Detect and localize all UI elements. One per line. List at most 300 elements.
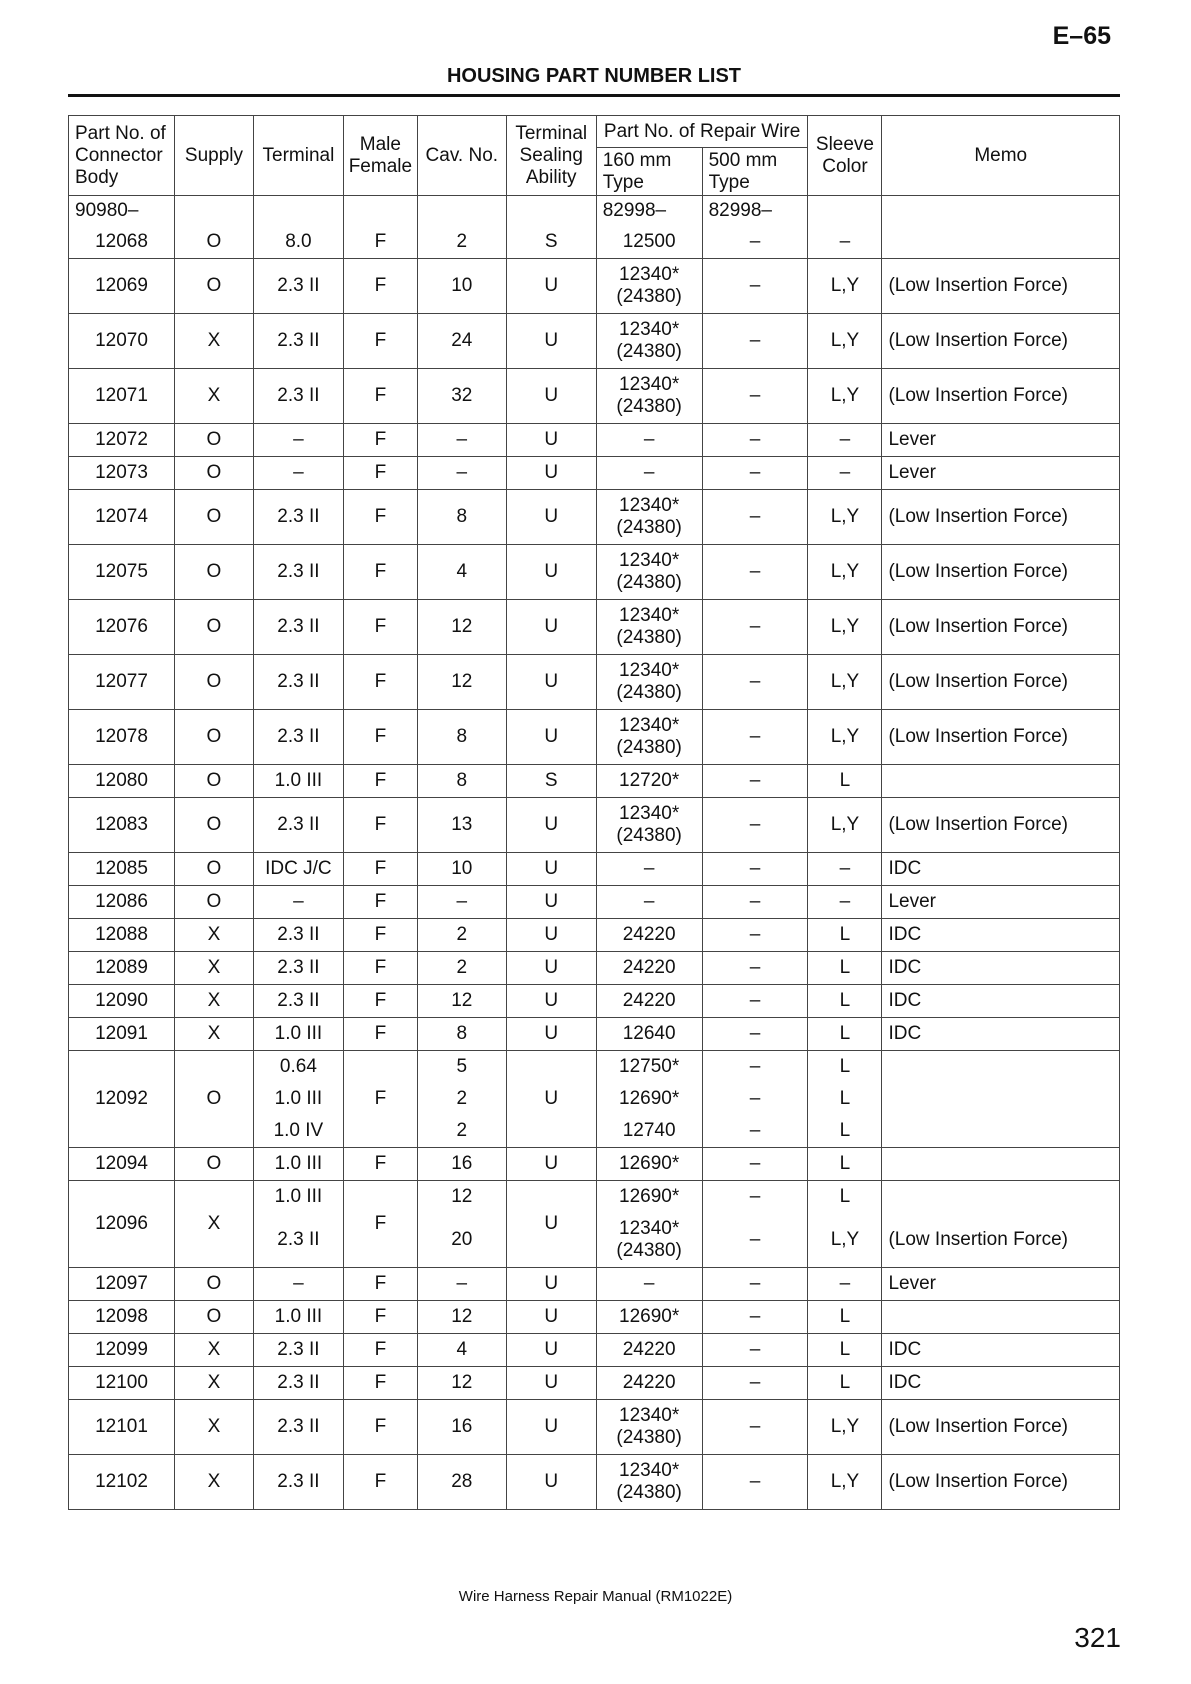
- cell-sleeve-line: L: [839, 1120, 851, 1141]
- cell-part-no: 12070: [69, 314, 175, 369]
- cell-memo: IDC: [882, 853, 1120, 886]
- cell-sealing: U: [506, 655, 596, 710]
- cell-sealing: U: [506, 369, 596, 424]
- cell-cav-no: 24: [417, 314, 506, 369]
- col-part-no: Part No. of Connector Body: [69, 116, 175, 196]
- cell-sleeve: L: [808, 1148, 882, 1181]
- cell-memo: [882, 1301, 1120, 1334]
- cell-repair-160: 12340* (24380): [596, 1455, 702, 1510]
- cell-cav-no: 4: [417, 545, 506, 600]
- table-row: [69, 952, 1120, 985]
- cell-repair-500: –: [702, 1400, 808, 1455]
- cell-part-no: 12088: [69, 919, 175, 952]
- cell-sleeve: L,Y: [808, 600, 882, 655]
- table-row: [69, 369, 1120, 424]
- cell-cav-no: 8: [417, 710, 506, 765]
- cell-part-no: 12075: [69, 545, 175, 600]
- cell-sleeve-line: L: [839, 1056, 851, 1077]
- cell-repair-160: 24220: [596, 1334, 702, 1367]
- cell-part-no: 12092: [69, 1051, 175, 1148]
- cell-repair-500: –: [702, 919, 808, 952]
- cell-terminal: 2.3 II: [253, 1455, 343, 1510]
- cell-sleeve: –: [808, 886, 882, 919]
- cell-supply: O: [174, 710, 253, 765]
- cell-repair-160: 12340* (24380): [596, 314, 702, 369]
- title-rule: [68, 94, 1120, 97]
- cell-part-no: 12098: [69, 1301, 175, 1334]
- cell-sealing: U: [506, 600, 596, 655]
- cell-repair-500: –: [702, 952, 808, 985]
- cell-male-female: F: [343, 765, 417, 798]
- cell-terminal: 2.3 II: [253, 545, 343, 600]
- cell-repair-160: 12340* (24380): [596, 710, 702, 765]
- col-sealing: Terminal Sealing Ability: [506, 116, 596, 196]
- cell-part-no: 12080: [69, 765, 175, 798]
- cell-supply: X: [174, 1455, 253, 1510]
- cell-cav-no-line: 2: [456, 1088, 468, 1109]
- cell-supply: O: [174, 600, 253, 655]
- cell-terminal: IDC J/C: [253, 853, 343, 886]
- cell-supply: X: [174, 952, 253, 985]
- cell-supply: X: [174, 1400, 253, 1455]
- cell-cav-no: 12: [417, 1301, 506, 1334]
- cell-terminal: 1.0 III: [253, 1018, 343, 1051]
- cell-cav-no: 8: [417, 490, 506, 545]
- cell-sleeve: L: [808, 1367, 882, 1400]
- cell-sleeve: L,Y: [808, 314, 882, 369]
- table-row: [69, 1181, 1120, 1268]
- cell-memo: (Low Insertion Force): [882, 798, 1120, 853]
- cell-male-female: F: [343, 1400, 417, 1455]
- cell-cav-no: –: [417, 1268, 506, 1301]
- cell-male-female: F: [343, 1148, 417, 1181]
- cell-terminal-line: 1.0 III: [274, 1088, 323, 1109]
- cell-male-female: F: [343, 226, 417, 259]
- table-row: [69, 1018, 1120, 1051]
- cell-male-female: F: [343, 424, 417, 457]
- cell-cav-no: 12: [417, 655, 506, 710]
- cell-repair-500-line: –: [749, 1120, 761, 1141]
- cell-terminal-line: 0.64: [279, 1056, 317, 1077]
- cell-supply: O: [174, 1268, 253, 1301]
- cell-memo-line: [882, 1051, 1119, 1083]
- cell-sealing: U: [506, 1334, 596, 1367]
- cell-repair-160: –: [596, 1268, 702, 1301]
- cell-repair-160: 12340* (24380): [596, 369, 702, 424]
- cell-cav-no: 8: [417, 1018, 506, 1051]
- cell-repair-500: –: [702, 424, 808, 457]
- table-row: [69, 1301, 1120, 1334]
- cell-repair-500: –: [702, 226, 808, 259]
- cell-terminal: 2.3 II: [253, 1367, 343, 1400]
- cell-memo: Lever: [882, 1268, 1120, 1301]
- cell-repair-160-line: 12750*: [619, 1056, 680, 1077]
- table-row: [69, 765, 1120, 798]
- cell-sleeve: –: [808, 853, 882, 886]
- cell-cav-no: [417, 1051, 506, 1148]
- cell-part-no: 12068: [69, 226, 175, 259]
- cell-terminal: 2.3 II: [253, 600, 343, 655]
- cell-repair-500: –: [702, 798, 808, 853]
- cell-terminal: 2.3 II: [253, 710, 343, 765]
- cell-male-female: F: [343, 886, 417, 919]
- col-male-female: Male Female: [343, 116, 417, 196]
- cell-sealing: U: [506, 490, 596, 545]
- cell-memo: IDC: [882, 1334, 1120, 1367]
- cell-repair-500: –: [702, 1301, 808, 1334]
- cell-repair-160: 24220: [596, 1367, 702, 1400]
- cell-sleeve: L: [808, 1018, 882, 1051]
- cell-cav-no: 8: [417, 765, 506, 798]
- cell-sealing: U: [506, 545, 596, 600]
- cell-sealing: U: [506, 919, 596, 952]
- cell-repair-160: 12340* (24380): [596, 655, 702, 710]
- cell-cav-no: 16: [417, 1400, 506, 1455]
- cell-terminal: –: [253, 457, 343, 490]
- cell-cav-no: 2: [417, 226, 506, 259]
- col-terminal: Terminal: [253, 116, 343, 196]
- cell-supply: O: [174, 853, 253, 886]
- cell-sealing: U: [506, 1367, 596, 1400]
- cell-terminal: 2.3 II: [253, 952, 343, 985]
- cell-memo: [882, 1051, 1120, 1148]
- cell-sleeve: L,Y: [808, 1455, 882, 1510]
- cell-repair-500: –: [702, 1455, 808, 1510]
- cell-terminal: 2.3 II: [253, 314, 343, 369]
- cell-terminal: 2.3 II: [253, 919, 343, 952]
- cell-sealing: U: [506, 710, 596, 765]
- cell-repair-500: –: [702, 886, 808, 919]
- col-cav-no: Cav. No.: [417, 116, 506, 196]
- cell-terminal: 1.0 III: [253, 1301, 343, 1334]
- cell-male-female: F: [343, 1018, 417, 1051]
- cell-sealing: U: [506, 886, 596, 919]
- cell-sleeve: –: [808, 1268, 882, 1301]
- cell-terminal-line: 2.3 II: [277, 1229, 320, 1250]
- cell-repair-500: –: [702, 490, 808, 545]
- cell-cav-no: 13: [417, 798, 506, 853]
- cell-terminal: 1.0 III: [253, 765, 343, 798]
- cell-repair-500: –: [702, 1018, 808, 1051]
- cell-repair-500: –: [702, 985, 808, 1018]
- cell-part-no: 12069: [69, 259, 175, 314]
- cell-memo: IDC: [882, 1367, 1120, 1400]
- table-row: [69, 545, 1120, 600]
- cell-repair-160: 24220: [596, 919, 702, 952]
- col-supply: Supply: [174, 116, 253, 196]
- cell-sleeve: [808, 1181, 882, 1268]
- cell-repair-160: [596, 1181, 702, 1268]
- cell-terminal: –: [253, 1268, 343, 1301]
- cell-repair-160-line: 12740: [622, 1120, 676, 1141]
- cell-memo: (Low Insertion Force): [882, 655, 1120, 710]
- cell-cav-no-line: 20: [451, 1229, 473, 1250]
- cell-supply: X: [174, 1181, 253, 1268]
- cell-cav-no: 28: [417, 1455, 506, 1510]
- cell-sleeve: L: [808, 765, 882, 798]
- cell-male-female: F: [343, 952, 417, 985]
- cell-terminal-line: 1.0 IV: [273, 1120, 324, 1141]
- cell-sleeve: L: [808, 952, 882, 985]
- cell-terminal: 2.3 II: [253, 490, 343, 545]
- cell-male-female: F: [343, 490, 417, 545]
- cell-sealing: U: [506, 853, 596, 886]
- cell-memo: IDC: [882, 1018, 1120, 1051]
- cell-supply: X: [174, 1334, 253, 1367]
- cell-part-no: 12089: [69, 952, 175, 985]
- cell-terminal: 2.3 II: [253, 1400, 343, 1455]
- cell-part-no: 12097: [69, 1268, 175, 1301]
- cell-memo: (Low Insertion Force): [882, 1455, 1120, 1510]
- table-row: [69, 1148, 1120, 1181]
- housing-part-table: [68, 115, 1120, 1510]
- cell-sleeve: L: [808, 985, 882, 1018]
- cell-repair-160: 12690*: [596, 1148, 702, 1181]
- table-row: [69, 457, 1120, 490]
- cell-sealing: U: [506, 259, 596, 314]
- cell-part-no: 12076: [69, 600, 175, 655]
- cell-terminal: 2.3 II: [253, 655, 343, 710]
- cell-part-no: 12086: [69, 886, 175, 919]
- cell-terminal: –: [253, 424, 343, 457]
- cell-male-female: F: [343, 1334, 417, 1367]
- cell-male-female: F: [343, 853, 417, 886]
- cell-memo: (Low Insertion Force): [882, 545, 1120, 600]
- cell-sleeve: L,Y: [808, 710, 882, 765]
- cell-sealing: U: [506, 952, 596, 985]
- cell-supply: O: [174, 798, 253, 853]
- cell-memo: [882, 226, 1120, 259]
- cell-repair-160-line: 12690*: [619, 1088, 680, 1109]
- cell-cav-no: 4: [417, 1334, 506, 1367]
- cell-part-no: 12091: [69, 1018, 175, 1051]
- cell-memo: [882, 1181, 1120, 1268]
- col-memo: Memo: [882, 116, 1120, 196]
- cell-memo: IDC: [882, 919, 1120, 952]
- cell-sleeve: –: [808, 457, 882, 490]
- cell-sleeve: L,Y: [808, 545, 882, 600]
- cell-supply: O: [174, 1148, 253, 1181]
- cell-male-female: F: [343, 1301, 417, 1334]
- cell-sealing: U: [506, 1301, 596, 1334]
- cell-sealing: U: [506, 1051, 596, 1148]
- table-row: [69, 1268, 1120, 1301]
- cell-memo: Lever: [882, 457, 1120, 490]
- cell-sealing: S: [506, 226, 596, 259]
- cell-sleeve-line: L,Y: [830, 1229, 860, 1250]
- cell-supply: X: [174, 314, 253, 369]
- cell-sleeve: L,Y: [808, 259, 882, 314]
- cell-sealing: U: [506, 1455, 596, 1510]
- cell-repair-500-line: –: [749, 1088, 761, 1109]
- cell-supply: O: [174, 886, 253, 919]
- cell-part-no: 12100: [69, 1367, 175, 1400]
- table-row: [69, 600, 1120, 655]
- col-500mm: 500 mm Type: [702, 148, 808, 196]
- cell-repair-500: –: [702, 1334, 808, 1367]
- cell-repair-160: –: [596, 886, 702, 919]
- cell-memo-line: [882, 1083, 1119, 1115]
- cell-part-no: 12090: [69, 985, 175, 1018]
- cell-memo: (Low Insertion Force): [882, 600, 1120, 655]
- cell-memo: (Low Insertion Force): [882, 1400, 1120, 1455]
- table-row: [69, 853, 1120, 886]
- table-row: [69, 710, 1120, 765]
- cell-repair-500: [702, 1051, 808, 1148]
- cell-repair-500: –: [702, 710, 808, 765]
- cell-memo: Lever: [882, 886, 1120, 919]
- cell-supply: O: [174, 226, 253, 259]
- cell-repair-160: –: [596, 457, 702, 490]
- cell-sleeve: –: [808, 226, 882, 259]
- cell-cav-no-line: 5: [456, 1056, 468, 1077]
- cell-part-no: 12083: [69, 798, 175, 853]
- cell-cav-no: 12: [417, 1367, 506, 1400]
- cell-male-female: F: [343, 457, 417, 490]
- cell-repair-160: 12340* (24380): [596, 259, 702, 314]
- cell-supply: X: [174, 1018, 253, 1051]
- cell-supply: O: [174, 765, 253, 798]
- cell-memo: Lever: [882, 424, 1120, 457]
- cell-repair-500: –: [702, 1268, 808, 1301]
- cell-sealing: U: [506, 985, 596, 1018]
- cell-repair-160: 12640: [596, 1018, 702, 1051]
- cell-part-no: 12102: [69, 1455, 175, 1510]
- prefix-row: [69, 196, 1120, 227]
- cell-supply: X: [174, 369, 253, 424]
- cell-male-female: F: [343, 1181, 417, 1268]
- cell-sleeve: L: [808, 919, 882, 952]
- cell-sleeve: L,Y: [808, 1400, 882, 1455]
- cell-memo: IDC: [882, 952, 1120, 985]
- cell-repair-500: –: [702, 457, 808, 490]
- table-row: [69, 490, 1120, 545]
- cell-repair-500: –: [702, 853, 808, 886]
- cell-part-no: 12078: [69, 710, 175, 765]
- cell-supply: O: [174, 1051, 253, 1148]
- table-row: [69, 424, 1120, 457]
- col-sleeve: Sleeve Color: [808, 116, 882, 196]
- cell-sleeve: L,Y: [808, 490, 882, 545]
- cell-cav-no: 16: [417, 1148, 506, 1181]
- cell-part-no: 12074: [69, 490, 175, 545]
- cell-repair-500: [702, 1181, 808, 1268]
- cell-sealing: U: [506, 457, 596, 490]
- cell-male-female: F: [343, 259, 417, 314]
- cell-terminal: 2.3 II: [253, 985, 343, 1018]
- cell-supply: O: [174, 259, 253, 314]
- table-row: [69, 1400, 1120, 1455]
- cell-repair-160: 24220: [596, 985, 702, 1018]
- cell-male-female: F: [343, 600, 417, 655]
- cell-terminal: 2.3 II: [253, 1334, 343, 1367]
- page-code: E–65: [1052, 22, 1111, 50]
- cell-cav-no: –: [417, 424, 506, 457]
- footer-manual: Wire Harness Repair Manual (RM1022E): [458, 1588, 733, 1605]
- table-row: [69, 1367, 1120, 1400]
- table-row: [69, 226, 1120, 259]
- cell-repair-160: [596, 1051, 702, 1148]
- cell-terminal: 8.0: [253, 226, 343, 259]
- table-row: [69, 798, 1120, 853]
- col-160mm: 160 mm Type: [596, 148, 702, 196]
- cell-sealing: U: [506, 1181, 596, 1268]
- cell-supply: O: [174, 457, 253, 490]
- cell-sealing: U: [506, 424, 596, 457]
- cell-sleeve-line: L: [839, 1088, 851, 1109]
- table-row: [69, 1051, 1120, 1148]
- table-row: [69, 919, 1120, 952]
- table-row: [69, 259, 1120, 314]
- cell-memo: (Low Insertion Force): [882, 259, 1120, 314]
- prefix-160: 82998–: [596, 196, 702, 227]
- cell-male-female: F: [343, 985, 417, 1018]
- prefix-500: 82998–: [702, 196, 808, 227]
- cell-memo: (Low Insertion Force): [882, 490, 1120, 545]
- cell-sleeve: L,Y: [808, 798, 882, 853]
- cell-repair-160: 12340* (24380): [596, 1400, 702, 1455]
- cell-cav-no: 10: [417, 259, 506, 314]
- cell-part-no: 12094: [69, 1148, 175, 1181]
- cell-male-female: F: [343, 545, 417, 600]
- cell-repair-500: –: [702, 545, 808, 600]
- table-row: [69, 1455, 1120, 1510]
- cell-cav-no: 32: [417, 369, 506, 424]
- prefix-part: 90980–: [69, 196, 175, 227]
- cell-sealing: U: [506, 314, 596, 369]
- cell-repair-160: 12500: [596, 226, 702, 259]
- cell-memo: [882, 1148, 1120, 1181]
- cell-memo: (Low Insertion Force): [882, 369, 1120, 424]
- cell-cav-no: 2: [417, 919, 506, 952]
- cell-cav-no: –: [417, 886, 506, 919]
- cell-repair-160-line: 12690*: [619, 1186, 680, 1207]
- cell-supply: O: [174, 1301, 253, 1334]
- cell-repair-160: 24220: [596, 952, 702, 985]
- cell-male-female: F: [343, 655, 417, 710]
- cell-part-no: 12096: [69, 1181, 175, 1268]
- cell-repair-500-line: –: [749, 1229, 761, 1250]
- cell-male-female: F: [343, 710, 417, 765]
- cell-sealing: S: [506, 765, 596, 798]
- cell-memo-line: [882, 1181, 1119, 1213]
- cell-terminal: [253, 1051, 343, 1148]
- cell-supply: X: [174, 1367, 253, 1400]
- cell-terminal: 2.3 II: [253, 369, 343, 424]
- cell-supply: X: [174, 985, 253, 1018]
- cell-repair-500-line: –: [749, 1186, 761, 1207]
- cell-cav-no: 12: [417, 600, 506, 655]
- cell-male-female: F: [343, 919, 417, 952]
- table-row: [69, 886, 1120, 919]
- cell-cav-no: 10: [417, 853, 506, 886]
- cell-terminal: –: [253, 886, 343, 919]
- cell-memo-line: (Low Insertion Force): [888, 1229, 1068, 1250]
- cell-repair-160-line: 12340* (24380): [616, 1218, 682, 1261]
- cell-male-female: F: [343, 1051, 417, 1148]
- cell-male-female: F: [343, 369, 417, 424]
- cell-part-no: 12085: [69, 853, 175, 886]
- cell-repair-500: –: [702, 655, 808, 710]
- cell-part-no: 12071: [69, 369, 175, 424]
- cell-supply: X: [174, 919, 253, 952]
- cell-repair-160: –: [596, 853, 702, 886]
- cell-male-female: F: [343, 1455, 417, 1510]
- cell-repair-500: –: [702, 369, 808, 424]
- cell-repair-160: 12340* (24380): [596, 490, 702, 545]
- page-title: HOUSING PART NUMBER LIST: [446, 65, 742, 87]
- cell-male-female: F: [343, 798, 417, 853]
